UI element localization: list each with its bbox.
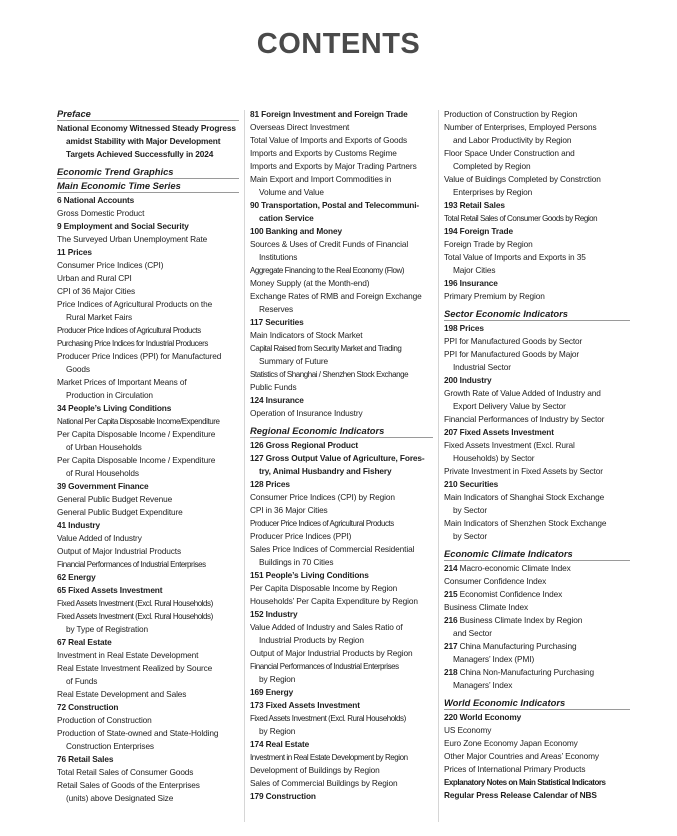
toc-entry: by Sector <box>453 531 487 541</box>
toc-entry: Institutions <box>259 252 298 262</box>
toc-entry: Number of Enterprises, Employed Persons <box>444 122 597 132</box>
toc-entry: Business Climate Index <box>444 602 529 612</box>
toc-entry: Investment in Real Estate Development by Region <box>250 753 408 762</box>
toc-entry: Sales Price Indices of Commercial Residential <box>250 544 415 554</box>
chapter-entry: 200 Industry <box>444 375 492 385</box>
toc-entry: and Sector <box>453 628 492 638</box>
chapter-entry: amidst Stability with Major Development <box>66 136 221 146</box>
section-heading: Main Economic Time Series <box>57 180 239 193</box>
toc-entry: 215 Economist Confidence Index <box>444 589 563 599</box>
page-number: 214 <box>444 563 458 573</box>
toc-entry: Growth Rate of Value Added of Industry and <box>444 388 601 398</box>
toc-entry: Production of Construction <box>57 715 152 725</box>
toc-entry: of Urban Households <box>66 442 142 452</box>
toc-entry: Buildings in 70 Cities <box>259 557 334 567</box>
toc-entry: Rural Market Fairs <box>66 312 133 322</box>
toc-entry: Real Estate Investment Realized by Source <box>57 663 213 673</box>
contents-column-1 <box>57 108 239 805</box>
toc-entry: Per Capita Disposable Income by Region <box>250 583 398 593</box>
toc-entry: Purchasing Price Indices for Industrial Producers <box>57 339 208 348</box>
chapter-entry: 76 Retail Sales <box>57 754 114 764</box>
toc-entry: Output of Major Industrial Products <box>57 546 182 556</box>
toc-entry: Industrial Sector <box>453 362 511 372</box>
toc-entry: Enterprises by Region <box>453 187 533 197</box>
toc-entry: Total Value of Imports and Exports of Goods <box>250 135 408 145</box>
toc-entry: Volume and Value <box>259 187 324 197</box>
chapter-entry: 194 Foreign Trade <box>444 226 513 236</box>
chapter-entry: 173 Fixed Assets Investment <box>250 700 360 710</box>
toc-entry: Households’ Per Capita Expenditure by Region <box>250 596 418 606</box>
toc-entry: Value Added of Industry and Sales Ratio of <box>250 622 403 632</box>
toc-entry: of Funds <box>66 676 98 686</box>
chapter-entry: 179 Construction <box>250 791 316 801</box>
chapter-entry: 124 Insurance <box>250 395 304 405</box>
toc-entry: Sources & Uses of Credit Funds of Financial <box>250 239 409 249</box>
chapter-entry: 62 Energy <box>57 572 96 582</box>
toc-entry: Euro Zone Economy Japan Economy <box>444 738 578 748</box>
toc-entry: Export Delivery Value by Sector <box>453 401 566 411</box>
toc-entry: Exchange Rates of RMB and Foreign Exchange <box>250 291 422 301</box>
toc-entry: General Public Budget Expenditure <box>57 507 183 517</box>
toc-entry: Per Capita Disposable Income / Expenditure <box>57 429 216 439</box>
page-number: 218 <box>444 667 458 677</box>
toc-entry: Summary of Future <box>259 356 328 366</box>
toc-entry: Financial Performances of Industry by Sector <box>444 414 605 424</box>
toc-entry: Fixed Assets Investment (Excl. Rural Households) <box>250 714 406 723</box>
chapter-entry: 11 Prices <box>57 247 92 257</box>
toc-entry: Output of Major Industrial Products by Region <box>250 648 413 658</box>
toc-entry: Reserves <box>259 304 294 314</box>
toc-entry: US Economy <box>444 725 492 735</box>
contents-column-3 <box>444 108 630 802</box>
toc-entry: Managers’ Index <box>453 680 513 690</box>
column-divider-right <box>438 110 439 822</box>
toc-entry: Floor Space Under Construction and <box>444 148 575 158</box>
chapter-entry: 41 Industry <box>57 520 100 530</box>
chapter-entry: Regular Press Release Calendar of NBS <box>444 790 597 800</box>
chapter-entry: try, Animal Husbandry and Fishery <box>259 466 392 476</box>
toc-entry: Public Funds <box>250 382 297 392</box>
chapter-entry: 67 Real Estate <box>57 637 112 647</box>
chapter-entry: 9 Employment and Social Security <box>57 221 189 231</box>
toc-entry: 218 China Non-Manufacturing Purchasing <box>444 667 594 677</box>
toc-entry: Financial Performances of Industrial Enterprises <box>250 662 399 671</box>
chapter-entry: 193 Retail Sales <box>444 200 505 210</box>
toc-entry: Households) by Sector <box>453 453 535 463</box>
toc-entry: Fixed Assets Investment (Excl. Rural Households) <box>57 599 213 608</box>
chapter-entry: Targets Achieved Successfully in 2024 <box>66 149 214 159</box>
page-number: 217 <box>444 641 458 651</box>
chapter-entry: 196 Insurance <box>444 278 498 288</box>
toc-entry: (units) above Designated Size <box>66 793 174 803</box>
toc-entry: 217 China Manufacturing Purchasing <box>444 641 577 651</box>
toc-entry: and Labor Productivity by Region <box>453 135 572 145</box>
toc-entry: Primary Premium by Region <box>444 291 545 301</box>
toc-entry: Overseas Direct Investment <box>250 122 350 132</box>
toc-entry: Total Retail Sales of Consumer Goods by Region <box>444 214 598 223</box>
toc-entry: of Rural Households <box>66 468 139 478</box>
toc-entry: Retail Sales of Goods of the Enterprises <box>57 780 200 790</box>
chapter-entry: National Economy Witnessed Steady Progress <box>57 123 236 133</box>
chapter-entry: 100 Banking and Money <box>250 226 342 236</box>
toc-entry: The Surveyed Urban Unemployment Rate <box>57 234 208 244</box>
toc-entry: Real Estate Development and Sales <box>57 689 187 699</box>
toc-entry: Imports and Exports by Customs Regime <box>250 148 397 158</box>
toc-entry: Fixed Assets Investment (Excl. Rural <box>444 440 575 450</box>
chapter-entry: Explanatory Notes on Main Statistical Indicators <box>444 778 606 787</box>
toc-entry: PPI for Manufactured Goods by Sector <box>444 336 583 346</box>
toc-entry: Consumer Price Indices (CPI) by Region <box>250 492 395 502</box>
toc-entry: National Per Capita Disposable Income/Expenditure <box>57 417 220 426</box>
chapter-entry: 126 Gross Regional Product <box>250 440 358 450</box>
toc-entry: Gross Domestic Product <box>57 208 145 218</box>
toc-entry: Construction Enterprises <box>66 741 154 751</box>
chapter-entry: 6 National Accounts <box>57 195 135 205</box>
toc-entry: Value Added of Industry <box>57 533 142 543</box>
section-heading: Regional Economic Indicators <box>250 425 433 438</box>
page-title: CONTENTS <box>256 28 421 60</box>
section-heading: Economic Trend Graphics <box>57 166 239 179</box>
chapter-entry: 220 World Economy <box>444 712 522 722</box>
toc-entry: Production in Circulation <box>66 390 153 400</box>
toc-entry: Money Supply (at the Month-end) <box>250 278 370 288</box>
toc-entry: Value of Buidings Completed by Constrction <box>444 174 601 184</box>
toc-entry: Consumer Confidence Index <box>444 576 547 586</box>
toc-entry: Major Cities <box>453 265 496 275</box>
chapter-entry: 207 Fixed Assets Investment <box>444 427 554 437</box>
toc-entry: Main Indicators of Shanghai Stock Exchange <box>444 492 605 502</box>
toc-entry: Goods <box>66 364 90 374</box>
toc-entry: Total Value of Imports and Exports in 35 <box>444 252 586 262</box>
toc-entry: Statistics of Shanghai / Shenzhen Stock Exchange <box>250 370 409 379</box>
toc-entry: Sales of Commercial Buildings by Region <box>250 778 398 788</box>
toc-entry: CPI of 36 Major Cities <box>57 286 136 296</box>
chapter-entry: 34 People’s Living Conditions <box>57 403 172 413</box>
toc-entry: PPI for Manufactured Goods by Major <box>444 349 580 359</box>
toc-entry: Total Retail Sales of Consumer Goods <box>57 767 194 777</box>
toc-entry: by Sector <box>453 505 487 515</box>
chapter-entry: 128 Prices <box>250 479 290 489</box>
page-number: 216 <box>444 615 458 625</box>
toc-entry: by Region <box>259 674 296 684</box>
chapter-entry: 39 Government Finance <box>57 481 149 491</box>
chapter-entry: 210 Securities <box>444 479 499 489</box>
toc-entry: Urban and Rural CPI <box>57 273 132 283</box>
toc-entry: Market Prices of Important Means of <box>57 377 187 387</box>
toc-entry: by Region <box>259 726 296 736</box>
toc-entry: Capital Raised from Security Market and Trading <box>250 344 402 353</box>
toc-entry: Main Export and Import Commodities in <box>250 174 392 184</box>
toc-entry: Per Capita Disposable Income / Expenditure <box>57 455 216 465</box>
toc-entry: Main Indicators of Shenzhen Stock Exchange <box>444 518 607 528</box>
toc-entry: Consumer Price Indices (CPI) <box>57 260 164 270</box>
toc-entry: Managers’ Index (PMI) <box>453 654 535 664</box>
chapter-entry: 198 Prices <box>444 323 484 333</box>
toc-entry: Investment in Real Estate Development <box>57 650 199 660</box>
toc-entry: Producer Price Indices of Agricultural Products <box>250 519 394 528</box>
toc-entry: Private Investment in Fixed Assets by Sector <box>444 466 603 476</box>
chapter-entry: 117 Securities <box>250 317 304 327</box>
toc-entry: Other Major Countries and Areas’ Economy <box>444 751 599 761</box>
contents-column-2 <box>250 108 433 803</box>
toc-entry: Producer Price Indices (PPI) <box>250 531 352 541</box>
toc-entry: Price Indices of Agricultural Products on the <box>57 299 213 309</box>
toc-entry: Operation of Insurance Industry <box>250 408 363 418</box>
chapter-entry: 169 Energy <box>250 687 294 697</box>
toc-entry: Producer Price Indices of Agricultural Products <box>57 326 201 335</box>
chapter-entry: 127 Gross Output Value of Agriculture, Fores- <box>250 453 425 463</box>
toc-entry: 214 Macro-economic Climate Index <box>444 563 571 573</box>
chapter-entry: 65 Fixed Assets Investment <box>57 585 163 595</box>
toc-entry: Imports and Exports by Major Trading Partners <box>250 161 417 171</box>
toc-entry: Financial Performances of Industrial Enterprises <box>57 560 206 569</box>
section-heading: Economic Climate Indicators <box>444 548 630 561</box>
chapter-entry: 152 Industry <box>250 609 298 619</box>
toc-entry: Fixed Assets Investment (Excl. Rural Households) <box>57 612 213 621</box>
chapter-entry: 151 People’s Living Conditions <box>250 570 369 580</box>
chapter-entry: 81 Foreign Investment and Foreign Trade <box>250 109 408 119</box>
section-heading: Preface <box>57 108 239 121</box>
chapter-entry: 174 Real Estate <box>250 739 310 749</box>
toc-entry: Completed by Region <box>453 161 531 171</box>
section-heading: Sector Economic Indicators <box>444 308 630 321</box>
toc-entry: by Type of Registration <box>66 624 148 634</box>
chapter-entry: 90 Transportation, Postal and Telecommuni- <box>250 200 420 210</box>
toc-entry: 216 Business Climate Index by Region <box>444 615 583 625</box>
page-number: 215 <box>444 589 458 599</box>
toc-entry: Main Indicators of Stock Market <box>250 330 363 340</box>
toc-entry: General Public Budget Revenue <box>57 494 173 504</box>
toc-entry: CPI in 36 Major Cities <box>250 505 328 515</box>
toc-entry: Foreign Trade by Region <box>444 239 533 249</box>
toc-entry: Production of Construction by Region <box>444 109 578 119</box>
toc-entry: Producer Price Indices (PPI) for Manufactured <box>57 351 222 361</box>
toc-entry: Production of State-owned and State-Holding <box>57 728 219 738</box>
chapter-entry: cation Service <box>259 213 314 223</box>
section-heading: World Economic Indicators <box>444 697 630 710</box>
toc-entry: Aggregate Financing to the Real Economy (Flow) <box>250 266 405 275</box>
toc-entry: Development of Buildings by Region <box>250 765 380 775</box>
chapter-entry: 72 Construction <box>57 702 119 712</box>
toc-entry: Industrial Products by Region <box>259 635 364 645</box>
column-divider-left <box>244 110 245 822</box>
toc-entry: Prices of International Primary Products <box>444 764 586 774</box>
